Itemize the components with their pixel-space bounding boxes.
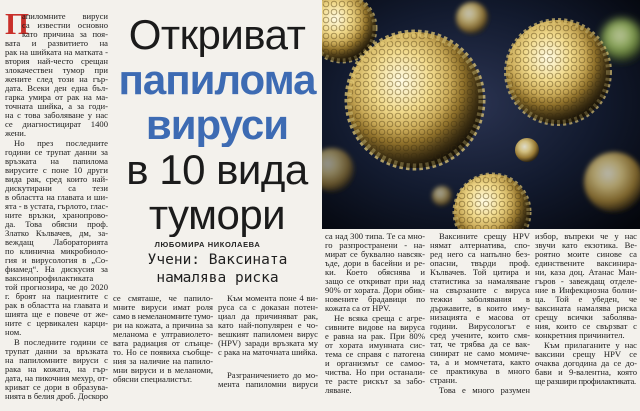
text-line: ните с цервикален карци-	[5, 319, 108, 328]
text-line: ще разшири профилактиката.	[535, 377, 636, 386]
article-column-5	[430, 232, 530, 395]
text-line: сред учените, които смя-	[430, 331, 530, 340]
text-line: 90% от хората. Дори обик-	[325, 286, 425, 295]
text-line: нията в белия дроб. Доскоро	[5, 392, 108, 401]
text-line: криват се дори в образува-	[5, 383, 108, 392]
text-line: Към момента поне 4 ви-	[227, 294, 318, 303]
subheadline-line: Учени: Ваксината	[147, 252, 288, 268]
text-line: са известни основно	[22, 21, 108, 30]
text-line: втория най-често срещан	[5, 57, 108, 66]
text-line: тат, че трябва да се вак-	[430, 340, 530, 349]
paragraph	[535, 341, 637, 386]
headline	[110, 12, 324, 237]
text-line: гарка умира от рак на ма-	[5, 93, 108, 102]
text-line: Разграничението до мо-	[227, 371, 318, 380]
text-line: Кълвачев. Той цитира и	[430, 268, 530, 277]
paragraph	[218, 294, 318, 357]
text-line: та, а и момчетата, както	[430, 358, 530, 367]
text-line: опасни, твърди проф.	[430, 259, 530, 268]
text-line: в областта на главата и ши-	[5, 193, 108, 202]
paragraph	[5, 338, 108, 401]
text-line: ваксинопрофилактиката	[5, 274, 94, 283]
virus-particle	[506, 20, 610, 124]
text-line: статистика за намаляване	[430, 277, 530, 286]
text-line: ъде, дори в басейни и ре-	[325, 259, 425, 268]
text-line: ри на кожата, а причина за	[113, 321, 213, 330]
text-line: години се трупат данни за	[5, 148, 108, 157]
text-line: са над 300 типа. Те са мно-	[325, 232, 425, 241]
text-line: конкретния причинител.	[535, 331, 625, 340]
paragraph	[325, 314, 425, 395]
text-line: да. Това обясни проф.	[5, 220, 108, 229]
text-line: ния, които се свързват с	[535, 322, 637, 331]
text-line: рак в областта на главата и	[5, 301, 108, 310]
text-line: по клинична микробиоло-	[5, 247, 108, 256]
text-line: Това е много разумен	[439, 386, 530, 395]
text-line: държавите, в които иму-	[430, 304, 530, 313]
text-line: от хората имунната сис-	[325, 341, 425, 350]
text-line: и организмът се самоо-	[325, 359, 425, 368]
text-line: меланома е ултравиолето-	[113, 330, 213, 339]
text-line: чиства. Но при останали-	[325, 368, 425, 377]
text-line: шията ще е повече от же-	[5, 310, 108, 319]
text-line: е равна на рак. При 80%	[325, 332, 425, 341]
text-line: ния за наличие на папило-	[113, 357, 213, 366]
article-column-2	[113, 294, 213, 384]
article-column-4	[325, 232, 425, 395]
paragraph	[430, 386, 530, 395]
text-line: гъров - завеждащ отделе-	[535, 277, 637, 286]
text-line: жените след този на гър-	[5, 75, 108, 84]
text-line: злокачествен тумор при	[5, 66, 108, 75]
text-line: В последните години се	[14, 338, 108, 347]
text-line: ние в Инфекциозна болни-	[535, 286, 637, 295]
article-column-6	[535, 232, 637, 386]
text-line: само в немеланомните тумо-	[113, 312, 213, 321]
text-line: трупат данни за връзката	[5, 347, 108, 356]
text-line: Към прилаганите у нас	[544, 341, 637, 350]
text-line: циал да причиняват рак,	[218, 312, 318, 321]
text-line: вешкият папиломен вирус	[218, 330, 318, 339]
text-line: новените брадавици по	[325, 295, 425, 304]
text-line: ваксини срещу HPV се	[535, 350, 637, 359]
paragraph	[218, 371, 318, 389]
text-line: на папиломните вируси с	[5, 356, 108, 365]
text-line: като причина за поя-	[22, 30, 108, 39]
text-line: избор, въпреки че у нас	[535, 232, 637, 241]
text-line: ца. Той е убеден, че	[535, 295, 637, 304]
text-line: се смяташе, че папило-	[113, 294, 213, 303]
text-line: се диагностицират 1400	[5, 120, 108, 129]
text-line: сивните видове на вируса	[325, 323, 425, 332]
article-column-1	[5, 6, 108, 401]
text-line: мента папиломни вируси	[218, 380, 318, 389]
text-line: той прогнозира, че до 2020	[5, 283, 108, 292]
text-line: ном.	[5, 328, 22, 337]
text-line: (HPV) заради връзката му	[218, 339, 318, 348]
paragraph	[325, 232, 425, 313]
drop-cap: П	[5, 6, 30, 41]
text-line: дискутирани са тези	[5, 184, 108, 193]
text-line: ята - в устата, гърлото, глас-	[5, 202, 108, 211]
text-line: жени.	[5, 129, 26, 138]
text-line: Но през последните	[14, 139, 108, 148]
text-line: ни, каза доц. Атанас Ман-	[535, 268, 637, 277]
text-line: вирусите с поне 10 други	[5, 166, 108, 175]
subheadline-line: намалява риска	[156, 270, 279, 286]
headline-line-highlight: папилома	[118, 57, 316, 102]
text-line: руса са с доказан потен-	[218, 303, 318, 312]
text-line: ки. Което обяснява и	[325, 268, 425, 277]
text-line: Не всяка среща с агре-	[334, 314, 425, 323]
text-line: ред него са напълно без-	[430, 250, 530, 259]
text-line: мни вируси и в меланоми,	[113, 366, 213, 375]
text-line: веждащ Лабораторията	[5, 238, 108, 247]
text-line: рак на шийката на матката -	[5, 48, 108, 57]
text-line: срещу всички заболява-	[535, 313, 637, 322]
text-line: връзката на папилома	[5, 157, 108, 166]
text-line: апиломните вируси	[22, 12, 108, 21]
headline-line: тумори	[148, 192, 286, 237]
paragraph	[535, 232, 637, 340]
virus-particle	[347, 32, 483, 168]
text-line: единствените ваксинира-	[535, 259, 637, 268]
text-line: с рака на маточната шийка.	[218, 348, 318, 357]
text-line: тема се справя с патогена	[325, 350, 425, 359]
text-line: вата и развитието на	[5, 39, 108, 48]
text-line: кожата са от HPV.	[325, 304, 391, 313]
text-line: вида рак, сред които най-	[5, 175, 108, 184]
text-line: г. броят на пациентите с	[5, 292, 108, 301]
text-line: се практикува в много	[430, 367, 530, 376]
paragraph	[430, 232, 530, 385]
text-line: звучи като екзотика. Ве-	[535, 241, 637, 250]
text-line: Ваксините срещу HPV	[439, 232, 530, 241]
headline-line: Откриват	[128, 12, 306, 57]
text-line: бави и 9-валентна, която	[535, 368, 637, 377]
text-line: гия и вирусология в „Со-	[5, 256, 108, 265]
text-line: дата, на пикочния мехур, от-	[5, 374, 108, 383]
text-line: обясни специалистът.	[113, 375, 193, 384]
text-line: Златко Кълвачев, дм, за-	[5, 229, 108, 238]
paragraph	[5, 139, 108, 337]
paragraph	[5, 6, 108, 138]
text-line: години. Вирусологът е	[430, 322, 530, 331]
text-line: низацията е масова от	[430, 313, 530, 322]
text-line: вата радиация от слънце-	[113, 339, 213, 348]
text-line: нямат алтернатива, спо-	[430, 241, 530, 250]
text-line: на свързаните с вируса	[430, 286, 530, 295]
article-column-3	[218, 294, 318, 389]
text-line: рака на кожата, на гър-	[5, 365, 108, 374]
text-line: то. Но се появиха съобще-	[113, 348, 213, 357]
text-line: защо се откриват при над	[325, 277, 425, 286]
text-line: роятно моите синове са	[535, 250, 637, 259]
paragraph	[113, 294, 213, 384]
text-line: ните връзки, хранопрово-	[5, 211, 108, 220]
text-line: дата. Всеки ден една бъл-	[5, 84, 108, 93]
text-line: ваксината намалява риска	[535, 304, 637, 313]
text-line: мират се буквално навсяк-	[325, 250, 425, 259]
text-line: като най-популярен е чо-	[218, 321, 318, 330]
text-line: синират не само момиче-	[430, 349, 530, 358]
text-line: страни.	[430, 376, 458, 385]
text-line: на с това заболяване у нас	[5, 111, 108, 120]
text-line: точната шийка, а за годи-	[5, 102, 108, 111]
subheadline	[113, 251, 322, 287]
headline-line: в 10 вида	[126, 147, 308, 192]
headline-line-highlight: вируси	[145, 102, 289, 147]
virus-particle	[515, 138, 539, 162]
text-line: очаква догодина да се до-	[535, 359, 637, 368]
byline: ЛЮБОМИРА НИКОЛАЕВА	[154, 240, 261, 249]
text-line: тежки заболявания в	[430, 295, 530, 304]
text-line: те расте рискът за забо-	[325, 377, 425, 386]
text-line: фиамед“. На дискусия за	[5, 265, 108, 274]
text-line: го разпространени - на-	[325, 241, 425, 250]
virus-illustration	[322, 0, 640, 229]
text-line: мните вируси имат роля	[113, 303, 213, 312]
text-line: ляване.	[325, 386, 352, 395]
